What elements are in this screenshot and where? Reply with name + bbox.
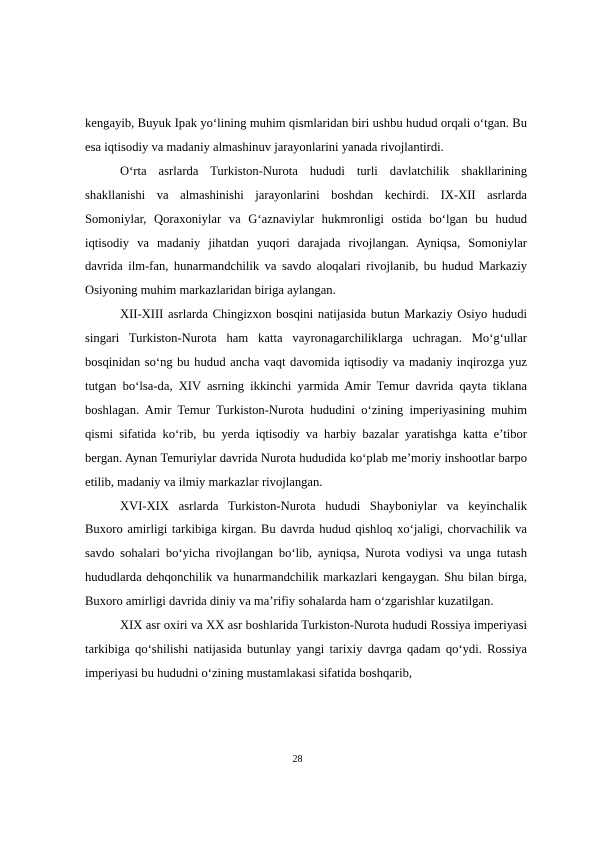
body-text [85,112,527,686]
paragraph-middle-ages: O‘rta asrlarda Turkiston-Nurota hududi turli davlatchilik shakllarining shakllanishi va almashinishi jarayonlarini boshdan kechirdi. IX-XII asrlarda Somoniylar, Qoraxoniylar va G‘aznaviylar hukmronligi ostida bo‘lgan bu hudud iqtisodiy va madaniy jihatdan yuqori darajada rivojlangan. Ayniqsa, Somoniylar davrida ilm-fan, hunarmandchilik va savdo aloqalari rivojlanib, bu hudud Markaziy Osiyoning muhim markazlaridan biriga aylangan. [85,163,527,298]
paragraph-bukhara-emirate: XVI-XIX asrlarda Turkiston-Nurota hududi Shayboniylar va keyinchalik Buxoro amirligi tarkibiga kirgan. Bu davrda hudud qishloq xo‘jaligi, chorvachilik va savdo sohalari bo‘yicha rivojlangan bo‘lib, ayniqsa, Nurota vodiysi va unga tutash hududlarda dehqonchilik va hunarmandchilik markazlari kengaygan. Shu bilan birga, Buxoro amirligi davrida diniy va ma’rifiy sohalarda ham o‘zgarishlar kuzatilgan. [85,498,527,609]
paragraph-continuation: kengayib, Buyuk Ipak yo‘lining muhim qismlaridan biri ushbu hudud orqali o‘tgan. Bu esa iqtisodiy va madaniy almashinuv jarayonlarini yanada rivojlantirdi. [85,116,527,154]
paragraph-mongol-timurid: XII-XIII asrlarda Chingizxon bosqini natijasida butun Markaziy Osiyo hududi singari Turkiston-Nurota ham katta vayronagarchiliklarga uchragan. Mo‘g‘ullar bosqinidan so‘ng bu hudud ancha vaqt davomida iqtisodiy va madaniy inqirozga yuz tutgan bo‘lsa-da, XIV asrning ikkinchi yarmida Amir Temur davrida qayta tiklana boshlagan. Amir Temur Turkiston-Nurota hududini o‘zining imperiyasining muhim qismi sifatida ko‘rib, bu yerda iqtisodiy va harbiy bazalar yaratishga katta e’tibor bergan. Aynan Temuriylar davrida Nurota hududida ko‘plab me’moriy inshootlar barpo etilib, madaniy va ilmiy markazlar rivojlangan. [85,307,527,489]
page-number: 28 [292,754,303,765]
paragraph-russian-empire: XIX asr oxiri va XX asr boshlarida Turkiston-Nurota hududi Rossiya imperiyasi tarkibiga qo‘shilishi natijasida butunlay yangi tarixiy davrga qadam qo‘ydi. Rossiya imperiyasi bu hududni o‘zining mustamlakasi sifatida boshqarib, [85,618,527,680]
